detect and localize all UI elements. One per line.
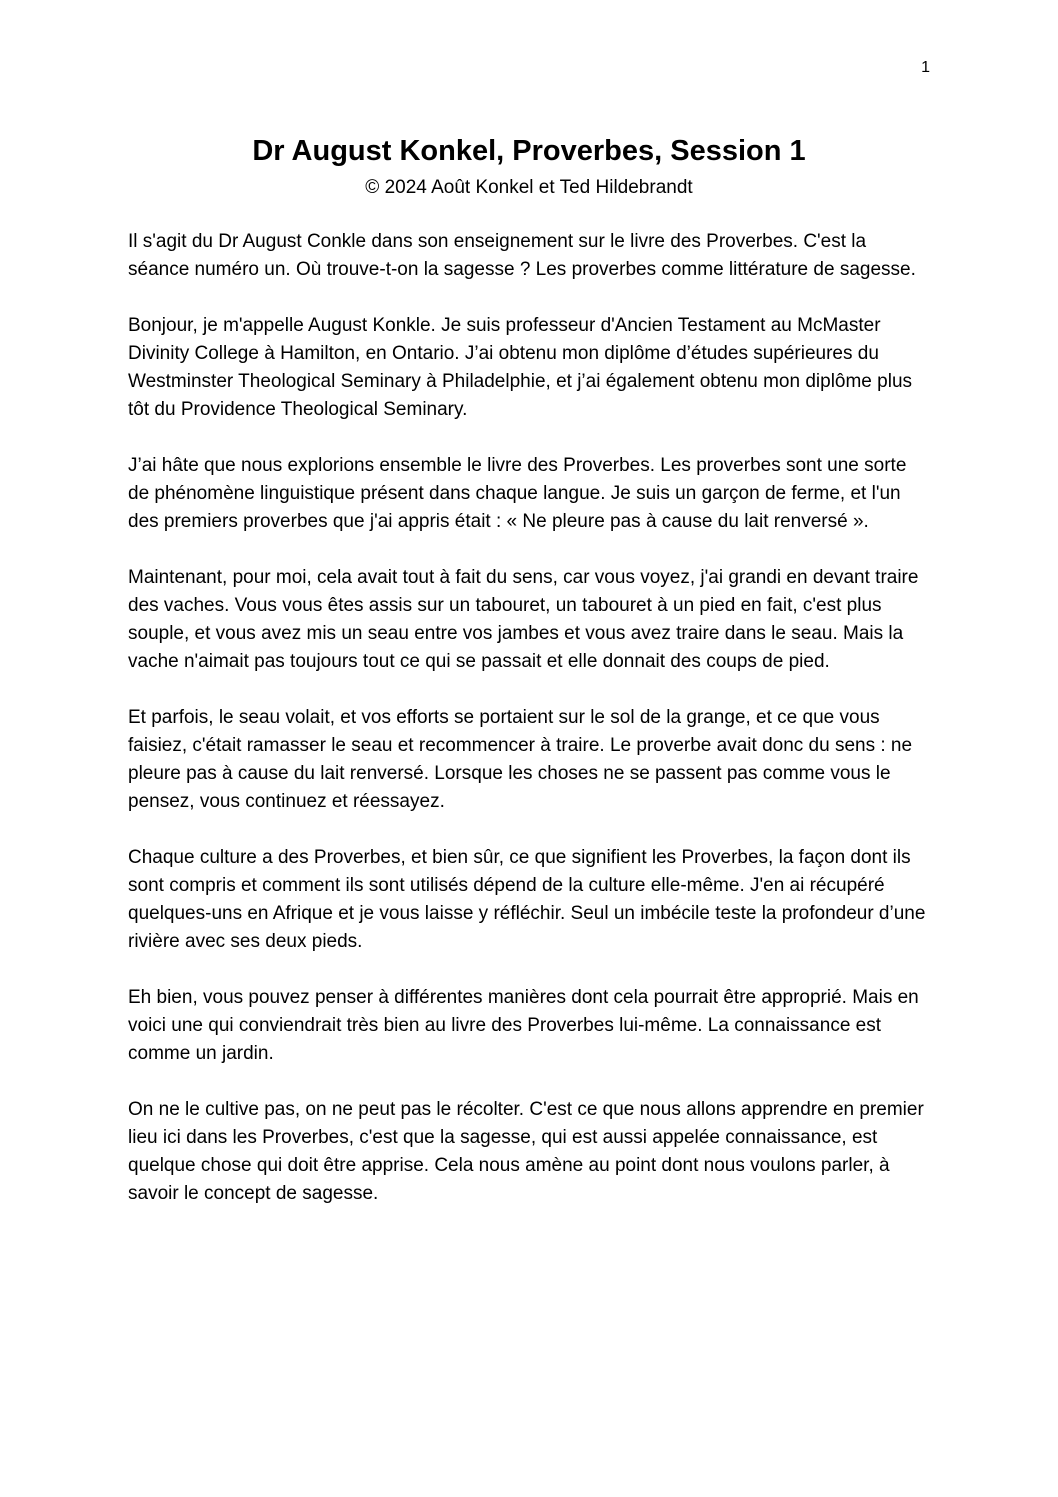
paragraph: Il s'agit du Dr August Conkle dans son enseignement sur le livre des Proverbes. C'est la séance numéro un. Où trouve-t-on la sagesse ? Les proverbes comme littérature de sagesse. — [128, 231, 916, 281]
paragraph: Eh bien, vous pouvez penser à différentes manières dont cela pourrait être approprié. Mais en voici une qui conviendrait très bien au livre des Proverbes lui-même. La connaissance est comme un jardin. — [128, 987, 919, 1065]
paragraph: Chaque culture a des Proverbes, et bien sûr, ce que signifient les Proverbes, la façon dont ils sont compris et comment ils sont utilisés dépend de la culture elle-même. J'en ai récupéré quelques-uns en Afrique et je vous laisse y réfléchir. Seul un imbécile teste la profondeur d’une rivière avec ses deux pieds. — [128, 847, 926, 953]
document-body — [128, 228, 930, 1208]
paragraph: On ne le cultive pas, on ne peut pas le récolter. C'est ce que nous allons apprendre en premier lieu ici dans les Proverbes, c'est que la sagesse, qui est aussi appelée connaissance, est quelque chose qui doit être apprise. Cela nous amène au point dont nous voulons parler, à savoir le concept de sagesse. — [128, 1099, 924, 1205]
paragraph: Maintenant, pour moi, cela avait tout à fait du sens, car vous voyez, j'ai grandi en devant traire des vaches. Vous vous êtes assis sur un tabouret, un tabouret à un pied en fait, c'est plus souple, et vous avez mis un seau entre vos jambes et vous avez traire dans le seau. Mais la vache n'aimait pas toujours tout ce qui se passait et elle donnait des coups de pied. — [128, 567, 919, 673]
document-subtitle: © 2024 Août Konkel et Ted Hildebrandt — [365, 176, 693, 198]
paragraph: J’ai hâte que nous explorions ensemble le livre des Proverbes. Les proverbes sont une sorte de phénomène linguistique présent dans chaque langue. Je suis un garçon de ferme, et l'un des premiers proverbes que j'ai appris était : « Ne pleure pas à cause du lait renversé ». — [128, 455, 907, 533]
page-number: 1 — [921, 59, 930, 76]
paragraph: Bonjour, je m'appelle August Konkle. Je suis professeur d'Ancien Testament au McMaster Divinity College à Hamilton, en Ontario. J’ai obtenu mon diplôme d’études supérieures du Westminster Theological Seminary à Philadelphie, et j’ai également obtenu mon diplôme plus tôt du Providence Theological Seminary. — [128, 315, 913, 421]
document-title: Dr August Konkel, Proverbes, Session 1 — [252, 135, 806, 167]
paragraph: Et parfois, le seau volait, et vos efforts se portaient sur le sol de la grange, et ce que vous faisiez, c'était ramasser le seau et recommencer à traire. Le proverbe avait donc du sens : ne pleure pas à cause du lait renversé. Lorsque les choses ne se passent pas comme vous le pensez, vous continuez et réessayez. — [128, 707, 913, 813]
